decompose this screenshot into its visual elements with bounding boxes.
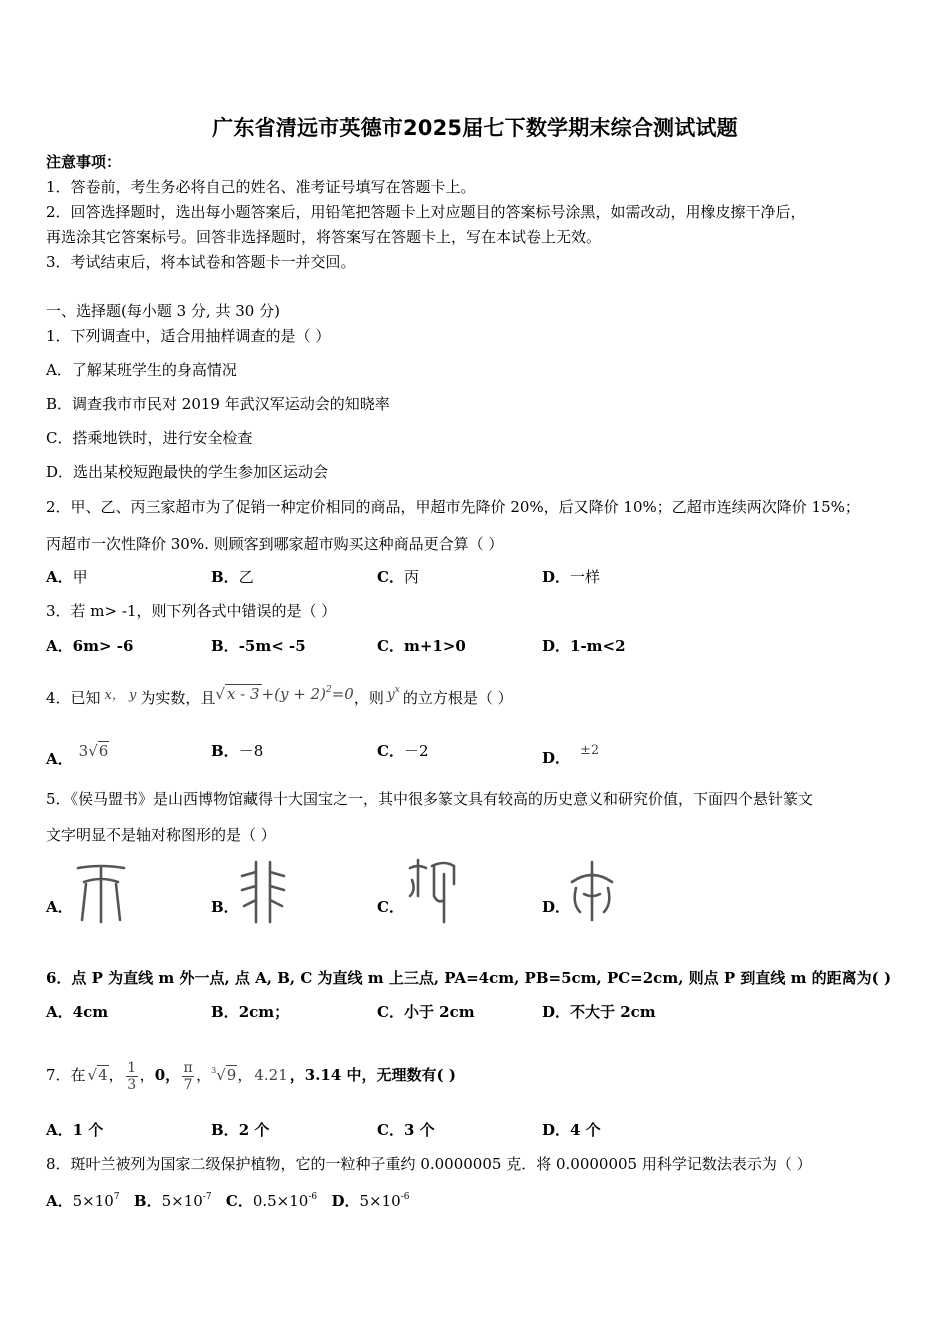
q7-option-a: A．1 个 [46,1121,104,1139]
q5-label-b: B． [211,898,239,916]
seal-glyph-d [566,858,618,924]
q4-option-d: D． ±2 [542,743,600,767]
q7-repeating-decimal: 4.21 [254,1066,288,1084]
seal-glyph-a [74,862,128,926]
note-2: 2．回答选择题时，选出每小题答案后，用铅笔把答题卡上对应题目的答案标号涂黑，如需改动，用橡皮擦干净后， [46,203,806,221]
q4-option-a: A． 3√6 [46,742,109,768]
q6-stem: 6．点 P 为直线 m 外一点, 点 A, B, C 为直线 m 上三点, PA=4cm, PB=5cm, PC=2cm, 则点 P 到直线 m 的距离为( ) [46,969,892,987]
q3-option-d: D．1-m<2 [542,637,626,655]
q6-option-c: C．小于 2cm [377,1003,475,1021]
q2-option-c: C．丙 [377,568,419,586]
q7-option-b: B．2 个 [211,1121,270,1139]
note-3: 3．考试结束后，将本试卷和答题卡一并交回。 [46,253,356,271]
seal-glyph-c [404,856,460,926]
q2-option-b: B．乙 [211,568,254,586]
q3-option-b: B．-5m< -5 [211,637,306,655]
q3-option-a: A．6m> -6 [46,637,134,655]
q7-stem: 7．在 √4， $\frac{1}{3}$ ，0， $\frac{\pi}{7}$ ，$^3$√9， 4.21 ，3.14 中，无理数有( ) [46,1059,456,1093]
q7-cube-root: $^3$√9 [211,1066,237,1084]
q4-equation: √ $x - 3 +(y + 2)^2=0$ [215,685,354,703]
q7-option-c: C．3 个 [377,1121,435,1139]
q7-fraction-pi-7: $\frac{\pi}{7}$ [183,1059,193,1093]
q1-option-c: C．搭乘地铁时，进行安全检查 [46,429,253,447]
q3-option-c: C．m+1>0 [377,637,466,655]
q4-option-c: C．－2 [377,742,429,760]
q6-option-b: B．2cm； [211,1003,290,1021]
note-1: 1．答卷前，考生务必将自己的姓名、准考证号填写在答题卡上。 [46,178,476,196]
q1-option-a: A．了解某班学生的身高情况 [46,361,237,379]
notes-heading: 注意事项： [46,153,122,171]
q3-stem: 3．若 m> -1，则下列各式中错误的是（ ） [46,602,337,620]
q2-stem-2: 丙超市一次性降价 30%. 则顾客到哪家超市购买这种商品更合算（ ） [46,535,504,553]
q5-label-c: C． [377,898,404,916]
q4-option-b: B．－8 [211,742,264,760]
q5-label-a: A． [46,898,73,916]
section-heading: 一、选择题(每小题 3 分, 共 30 分) [46,302,280,320]
q1-stem: 1．下列调查中，适合用抽样调查的是（ ） [46,327,331,345]
q5-label-d: D． [542,898,571,916]
q6-option-d: D．不大于 2cm [542,1003,656,1021]
q2-stem-1: 2．甲、乙、丙三家超市为了促销一种定价相同的商品，甲超市先降价 20%，后又降价 10%；乙超市连续两次降价 15%； [46,498,860,516]
q8-options: A．$5\times 10^7$ B．$5\times 10^{-7}$ C．$0.5\times 10^{-6}$ D．$5\times 10^{-6}$ [46,1192,410,1210]
q2-option-a: A．甲 [46,568,88,586]
q2-option-d: D．一样 [542,568,601,586]
q1-option-b: B．调查我市市民对 2019 年武汉军运动会的知晓率 [46,395,390,413]
q4-stem: 4．已知 x， y 为实数，且√ $x - 3 +(y + 2)^2=0$，则 $y^x$ 的立方根是（ ） [46,685,513,707]
q6-option-a: A．4cm [46,1003,109,1021]
q1-option-d: D．选出某校短跑最快的学生参加区运动会 [46,463,329,481]
note-2-cont: 再选涂其它答案标号。回答非选择题时，将答案写在答题卡上，写在本试卷上无效。 [46,228,602,246]
q5-stem-2: 文字明显不是轴对称图形的是（ ） [46,826,276,844]
q8-stem: 8．斑叶兰被列为国家二级保护植物，它的一粒种子重约 0.0000005 克．将 0.0000005 用科学记数法表示为（ ） [46,1155,812,1173]
seal-glyph-b [238,858,288,926]
q5-stem-1: 5．《侯马盟书》是山西博物馆藏得十大国宝之一，其中很多篆文具有较高的历史意义和研究价值，下面四个悬针篆文 [46,790,814,808]
q7-fraction-1-3: $\frac{1}{3}$ [127,1059,137,1093]
exam-title: 广东省清远市英德市2025届七下数学期末综合测试试题 [212,116,738,140]
q7-option-d: D．4 个 [542,1121,601,1139]
